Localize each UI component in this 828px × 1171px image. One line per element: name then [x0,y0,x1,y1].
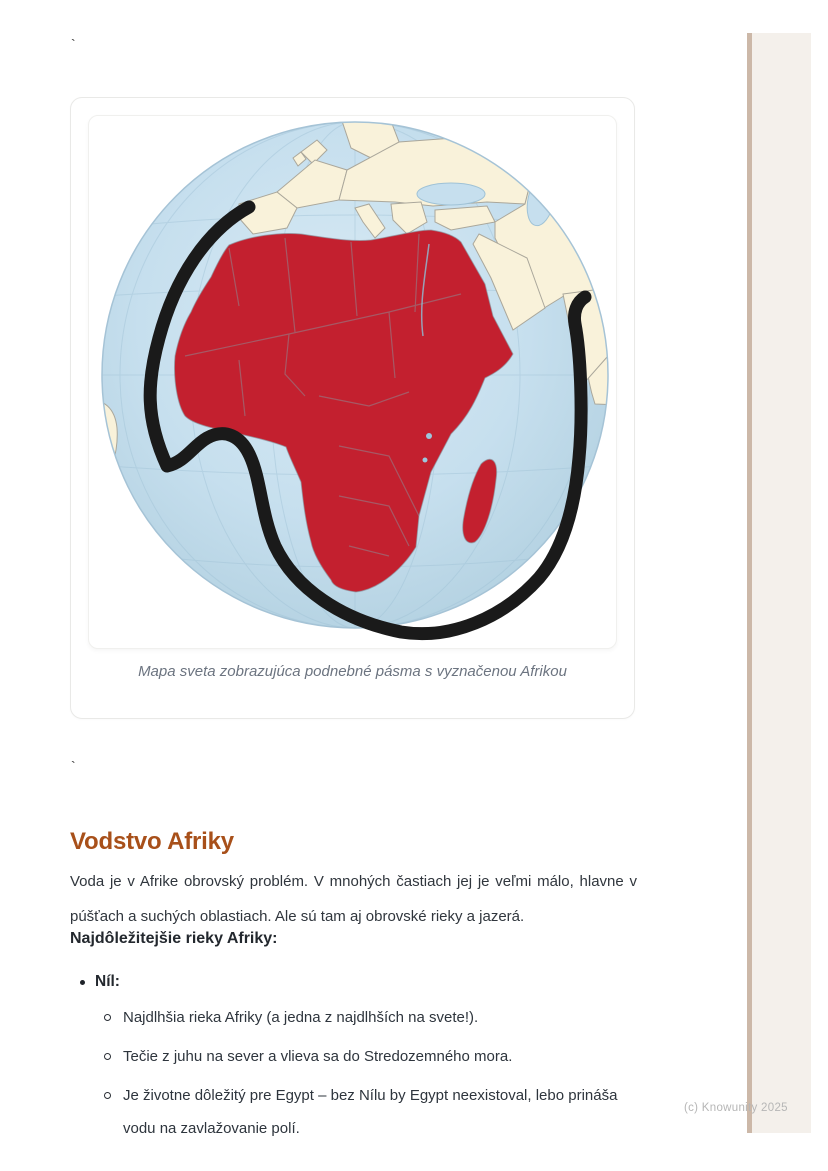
subitem-text: Najdlhšia rieka Afriky (a jedna z najdlhších na svete!). [123,1009,479,1026]
bullet-disc-icon [80,980,85,985]
africa-globe-map [89,116,616,648]
intro-paragraph: Voda je v Afrike obrovský problém. V mnohých častiach jej je veľmi málo, hlavne v púšťach a suchých oblastiach. Ale sú tam aj obrovské rieky a jazerá. [70,873,637,925]
map-image [88,115,617,649]
bullet-circle-icon [104,1092,111,1099]
page-edge-bar [747,33,811,1133]
copyright-watermark: (c) Knowunity 2025 [684,1102,788,1114]
list-item-nil [70,969,637,995]
lake [423,458,428,463]
map-figure-card[interactable] [70,97,635,719]
subitem-text: Je životne dôležitý pre Egypt – bez Nílu by Egypt neexistoval, lebo prináša vodu na zavlažovanie polí. [123,1087,618,1137]
figure-caption: Mapa sveta zobrazujúca podnebné pásma s vyznačenou Afrikou [138,663,567,680]
list-subitem [70,1079,637,1145]
bullet-circle-icon [104,1014,111,1021]
south-america [89,401,117,508]
stray-backtick-top: ` [71,36,76,52]
rivers-list [70,969,637,1145]
list-subitem [70,1040,637,1073]
stray-backtick-mid: ` [71,758,76,774]
list-title: Najdôležitejšie rieky Afriky: [70,930,278,947]
black-sea [417,183,485,205]
list-term: Níl: [95,973,120,990]
lake [426,433,432,439]
bullet-circle-icon [104,1053,111,1060]
subitem-text: Tečie z juhu na sever a vlieva sa do Stredozemného mora. [123,1048,513,1065]
list-subitem [70,1001,637,1034]
page-title: Vodstvo Afriky [70,828,234,856]
